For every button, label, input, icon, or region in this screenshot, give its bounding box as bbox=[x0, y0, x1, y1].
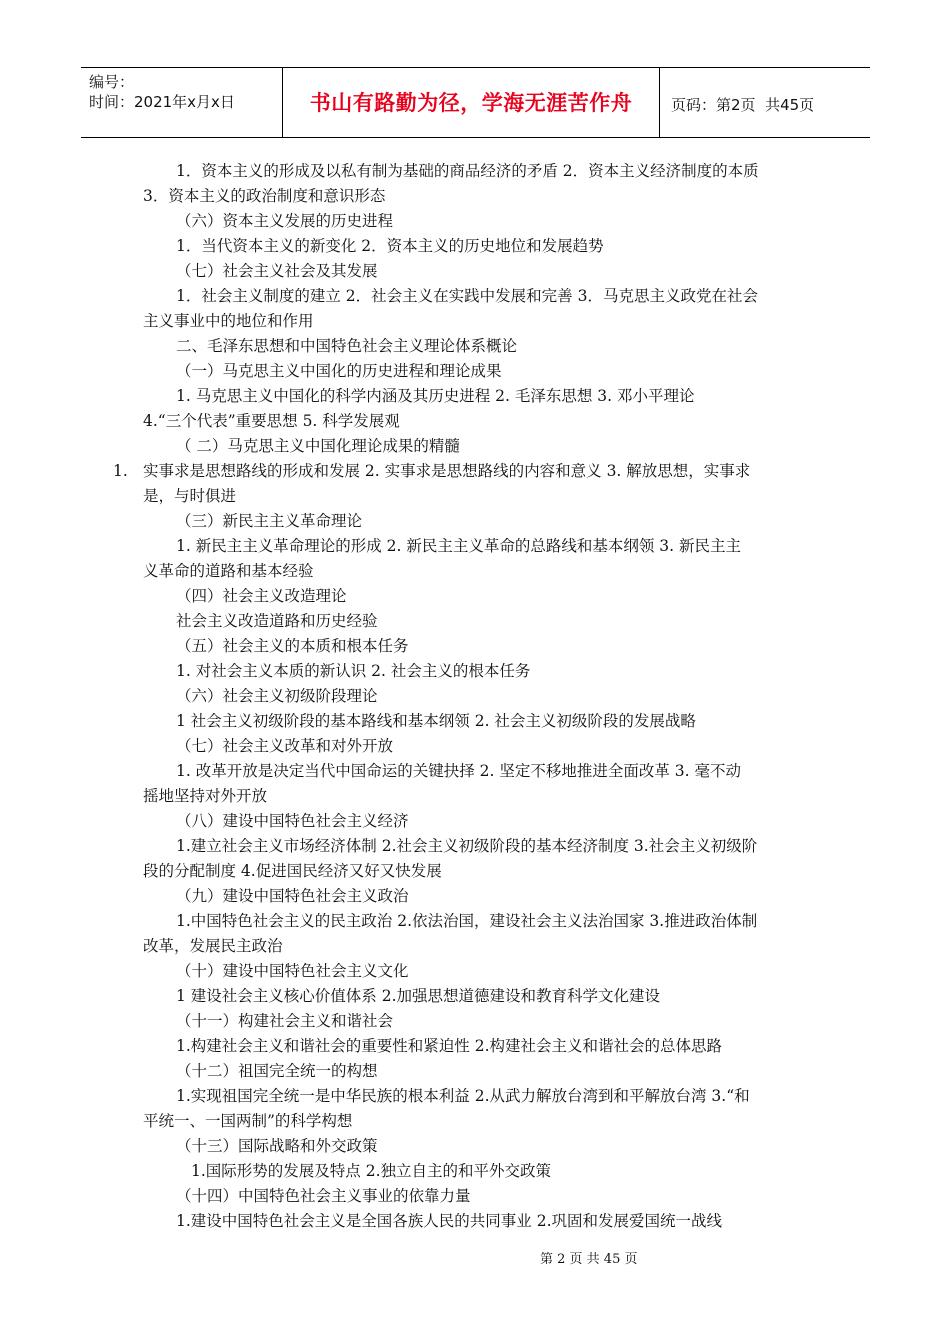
section-heading: （十四）中国特色社会主义事业的依靠力量 bbox=[176, 1187, 471, 1205]
text-line: 1．当代资本主义的新变化 2．资本主义的历史地位和发展趋势 bbox=[176, 237, 604, 255]
section-heading: （七）社会主义改革和对外开放 bbox=[176, 737, 394, 755]
page-footer: 第 2 页 共 45 页 bbox=[540, 1252, 638, 1267]
text-line: 改革，发展民主政治 bbox=[143, 937, 283, 955]
section-heading: （一）马克思主义中国化的历史进程和理论成果 bbox=[176, 362, 502, 380]
section-heading: （八）建设中国特色社会主义经济 bbox=[176, 812, 409, 830]
text-line: 1. 新民主主义革命理论的形成 2. 新民主主义革命的总路线和基本纲领 3. 新民主主 bbox=[176, 537, 742, 555]
header-motto: 书山有路勤为径，学海无涯苦作舟 bbox=[283, 68, 660, 137]
text-line: 1. 对社会主义本质的新认识 2. 社会主义的根本任务 bbox=[176, 662, 531, 680]
header-meta-cell bbox=[81, 68, 283, 137]
section-heading: （十三）国际战略和外交政策 bbox=[176, 1137, 378, 1155]
section-heading: （十一）构建社会主义和谐社会 bbox=[176, 1012, 394, 1030]
text-line: 主义事业中的地位和作用 bbox=[143, 312, 314, 330]
section-heading: （十二）祖国完全统一的构想 bbox=[176, 1062, 378, 1080]
text-line: 1．资本主义的形成及以私有制为基础的商品经济的矛盾 2．资本主义经济制度的本质 bbox=[176, 162, 759, 180]
text-line: 1.中国特色社会主义的民主政治 2.依法治国，建设社会主义法治国家 3.推进政治体制 bbox=[176, 912, 758, 930]
text-line: 摇地坚持对外开放 bbox=[143, 787, 268, 805]
section-heading: （六）社会主义初级阶段理论 bbox=[176, 687, 378, 705]
section-heading: （六）资本主义发展的历史进程 bbox=[176, 212, 394, 230]
text-line: 1. 马克思主义中国化的科学内涵及其历史进程 2. 毛泽东思想 3. 邓小平理论 bbox=[176, 387, 695, 405]
text-line: 义革命的道路和基本经验 bbox=[143, 562, 314, 580]
text-line: 1.建立社会主义市场经济体制 2.社会主义初级阶段的基本经济制度 3.社会主义初级阶 bbox=[176, 837, 758, 855]
text-line: 1.国际形势的发展及特点 2.独立自主的和平外交政策 bbox=[191, 1162, 552, 1180]
text-line: 1. 改革开放是决定当代中国命运的关键抉择 2. 坚定不移地推进全面改革 3. 毫不动 bbox=[176, 762, 742, 780]
section-heading: （三）新民主主义革命理论 bbox=[176, 512, 363, 530]
text-line: 1.构建社会主义和谐社会的重要性和紧迫性 2.构建社会主义和谐社会的总体思路 bbox=[176, 1037, 723, 1055]
text-line: 3．资本主义的政治制度和意识形态 bbox=[143, 187, 386, 205]
text-line: 是，与时俱进 bbox=[143, 487, 237, 505]
section-heading: （九）建设中国特色社会主义政治 bbox=[176, 887, 409, 905]
text-line: 1 社会主义初级阶段的基本路线和基本纲领 2. 社会主义初级阶段的发展战略 bbox=[176, 712, 696, 730]
text-line: 1.建设中国特色社会主义是全国各族人民的共同事业 2.巩固和发展爱国统一战线 bbox=[176, 1212, 723, 1230]
section-heading: （ 二）马克思主义中国化理论成果的精髓 bbox=[176, 437, 460, 455]
number-label: 编号： bbox=[89, 73, 135, 91]
text-line: 段的分配制度 4.促进国民经济又好又快发展 bbox=[143, 862, 442, 880]
time-label: 时间：2021年x月x日 bbox=[89, 93, 235, 111]
list-marker: 1. bbox=[113, 462, 128, 480]
section-heading: （四）社会主义改造理论 bbox=[176, 587, 347, 605]
chapter-heading: 二、毛泽东思想和中国特色社会主义理论体系概论 bbox=[176, 337, 518, 355]
page-info: 页码：第2页 共45页 bbox=[671, 96, 815, 114]
text-line: 1 建设社会主义核心价值体系 2.加强思想道德建设和教育科学文化建设 bbox=[176, 987, 661, 1005]
text-line: 平统一、一国两制”的科学构想 bbox=[143, 1112, 353, 1130]
page-header bbox=[81, 67, 870, 138]
text-line: 实事求是思想路线的形成和发展 2. 实事求是思想路线的内容和意义 3. 解放思想，实事求 bbox=[143, 462, 751, 480]
section-heading: （十）建设中国特色社会主义文化 bbox=[176, 962, 409, 980]
text-line: 1．社会主义制度的建立 2．社会主义在实践中发展和完善 3．马克思主义政党在社会 bbox=[176, 287, 758, 305]
section-heading: （七）社会主义社会及其发展 bbox=[176, 262, 378, 280]
section-heading: （五）社会主义的本质和根本任务 bbox=[176, 637, 409, 655]
text-line: 1.实现祖国完全统一是中华民族的根本利益 2.从武力解放台湾到和平解放台湾 3.“和 bbox=[176, 1087, 750, 1105]
text-line: 社会主义改造道路和历史经验 bbox=[176, 612, 378, 630]
text-line: 4.“三个代表”重要思想 5. 科学发展观 bbox=[143, 412, 400, 430]
